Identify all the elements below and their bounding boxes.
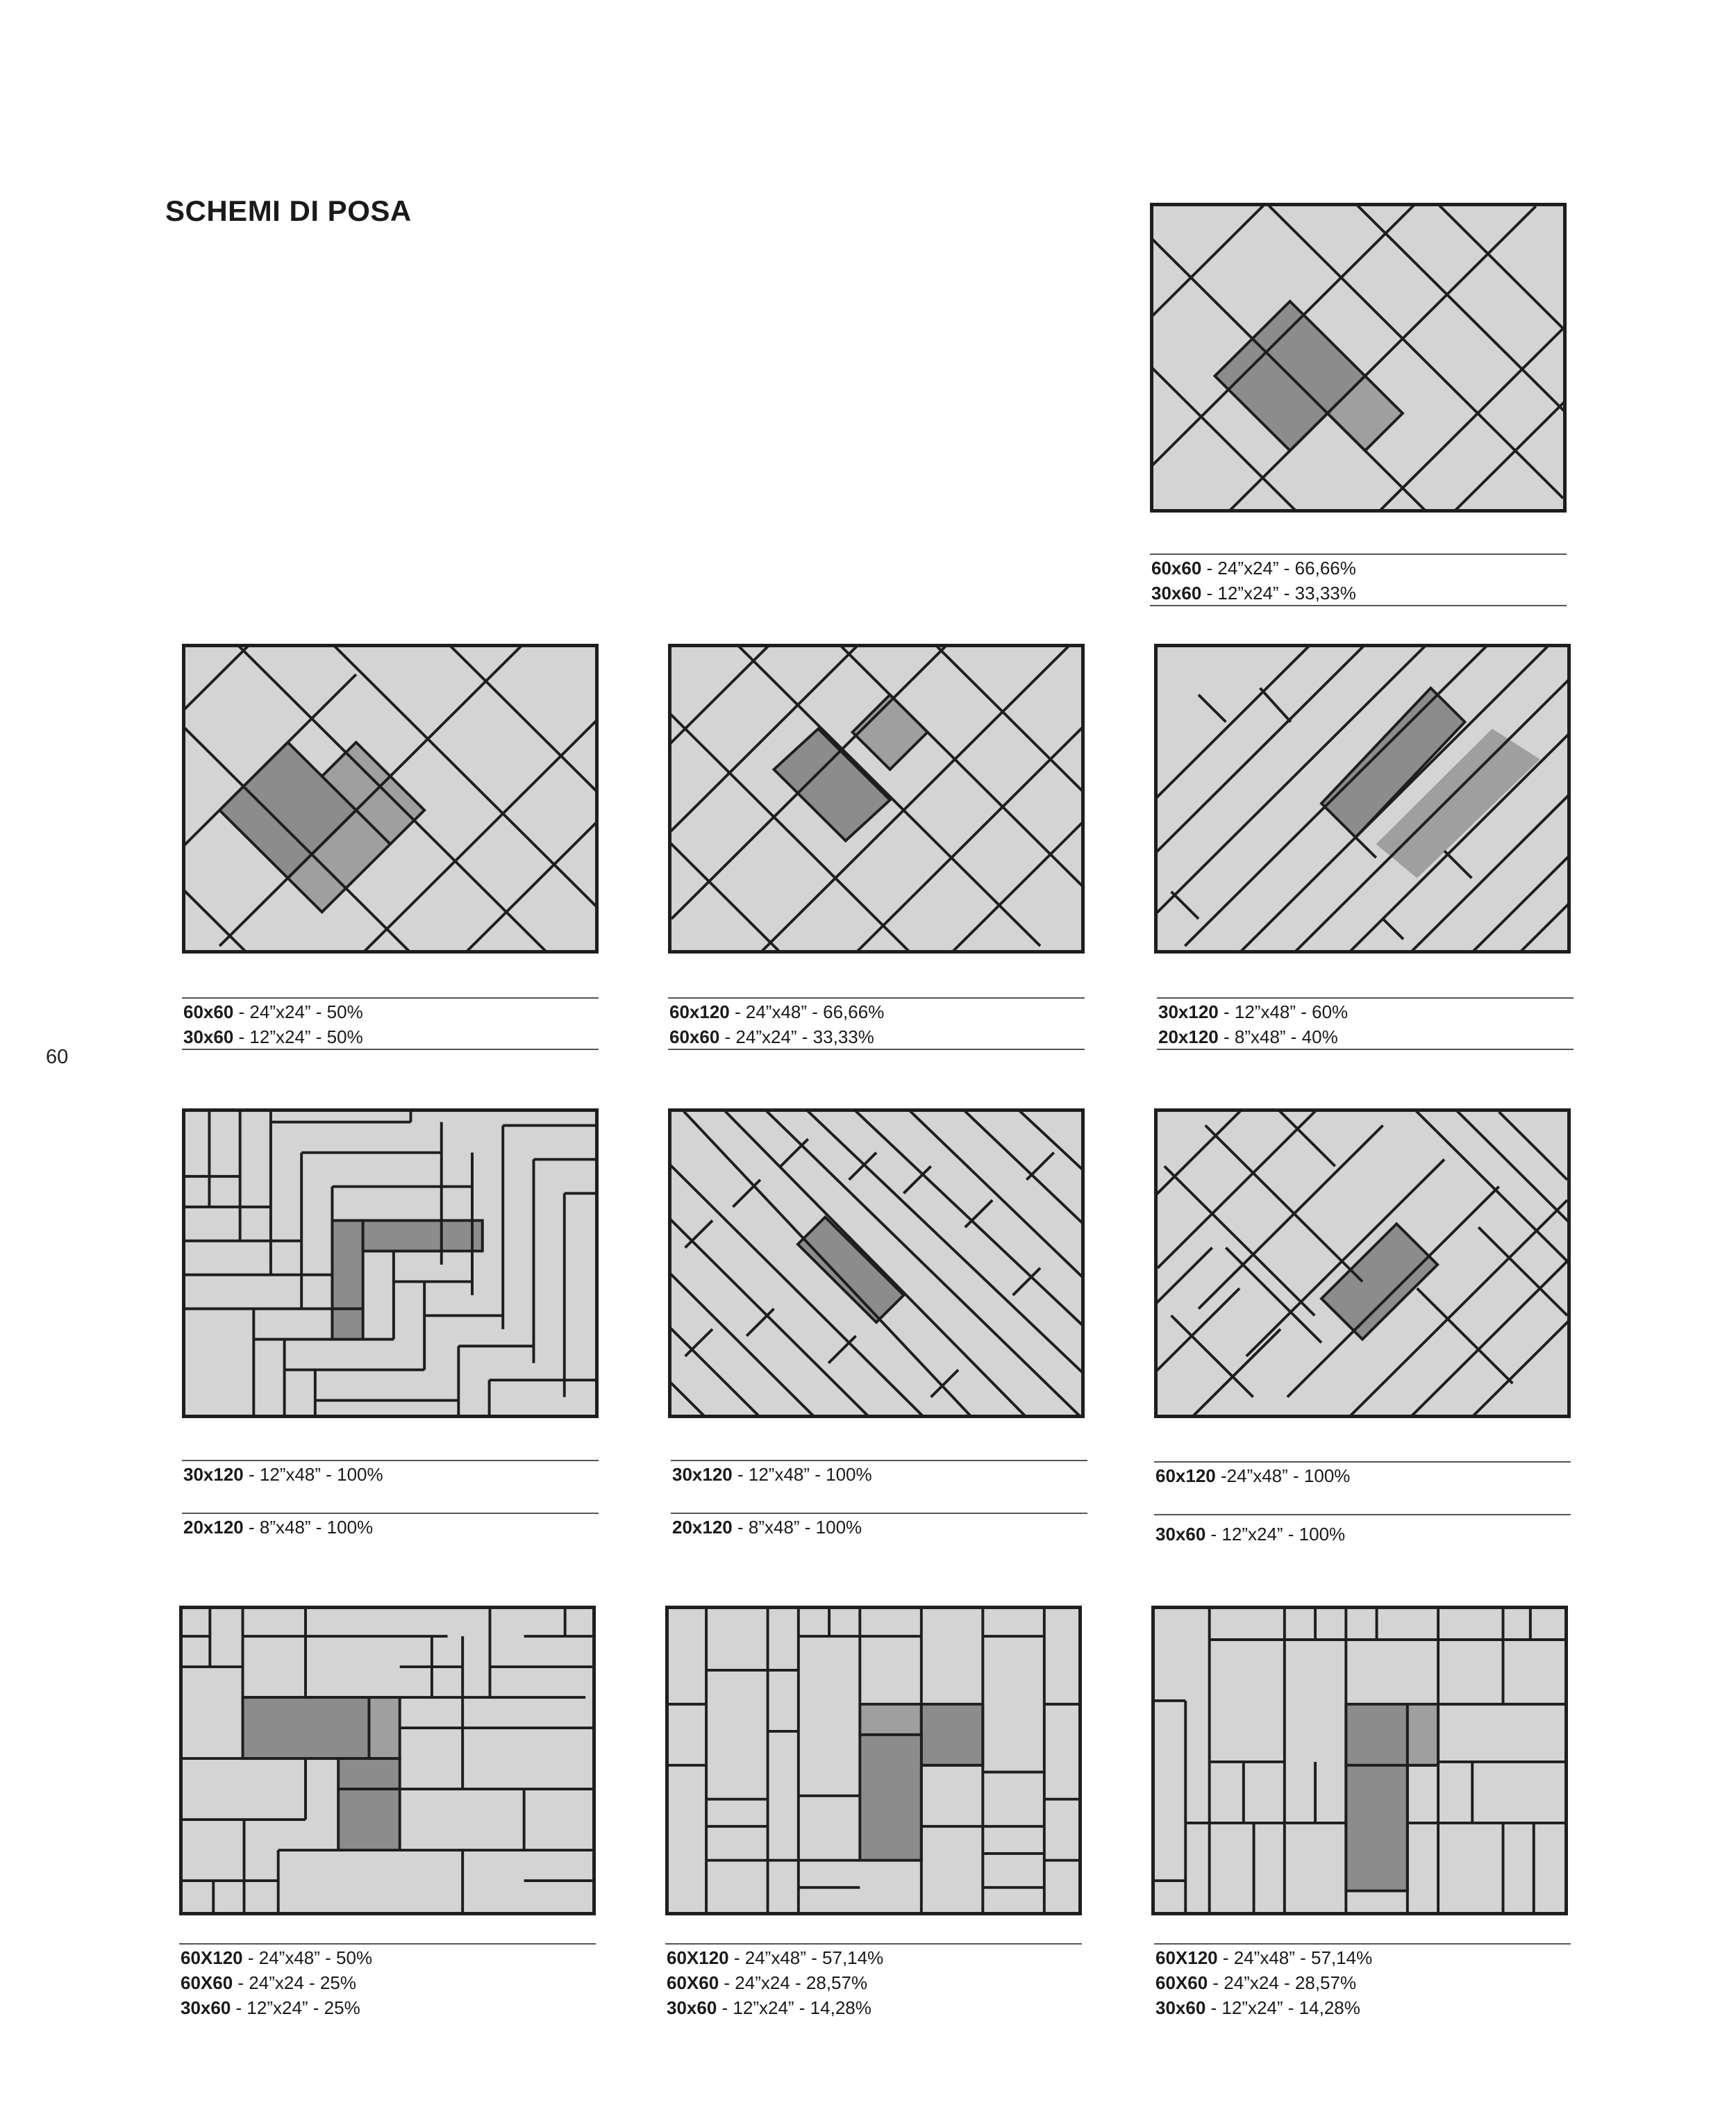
tile-size-code: 30x60 [1151,583,1202,604]
tile-size-code: 30x60 [183,1026,234,1047]
scheme-caption [665,1943,1082,2020]
scheme-caption [1150,554,1567,606]
caption-line [1151,581,1567,605]
caption-rule [182,1049,599,1050]
caption-rule [182,997,599,999]
tile-size-detail: - 12”x48” - 60% [1218,1001,1349,1022]
tile-size-detail: -24”x48” - 100% [1215,1465,1351,1486]
caption-rule [1154,1943,1571,1945]
caption-rule [1154,1461,1571,1463]
tile-size-detail: - 24”x24 - 28,57% [1208,1972,1357,1993]
tile-size-detail: - 24”x24” - 50% [233,1001,363,1022]
caption-rule [1154,1514,1571,1515]
caption-line [1155,1996,1571,2020]
tile-size-detail: - 12”x24” - 50% [233,1026,363,1047]
scheme-diagram-diagonal-offset-planks [668,1108,1085,1418]
tile-size-code: 30x120 [183,1464,244,1485]
tile-size-code: 30x60 [1155,1997,1206,2018]
tile-size-detail: - 24”x24 - 28,57% [719,1972,868,1993]
tile-size-code: 30x60 [1155,1524,1206,1545]
tile-size-code: 20x120 [672,1517,733,1538]
tile-size-code: 60X60 [1155,1972,1208,1993]
tile-size-detail: - 24”x48” - 57,14% [1217,1947,1373,1968]
tile-size-code: 60X120 [181,1947,243,1968]
tile-size-code: 60x120 [1155,1465,1216,1486]
tile-size-code: 60X60 [181,1972,233,1993]
scheme-diagram-herringbone [182,1108,599,1418]
tile-size-code: 30x120 [1158,1001,1219,1022]
caption-line [667,1946,1082,1970]
tile-size-code: 60x60 [669,1026,720,1047]
scheme-caption [1154,1943,1571,2020]
scheme-diagram-modular-mix-b [665,1606,1082,1915]
caption-rule [1157,997,1574,999]
page-number: 60 [46,1046,69,1068]
tile-size-code: 60X60 [667,1972,719,1993]
tile-size-detail: - 8”x48” - 40% [1218,1026,1338,1047]
scheme-caption [1154,1461,1571,1546]
caption-line [1155,1971,1571,1995]
tile-size-detail: - 12”x24” - 14,28% [1205,1997,1360,2018]
caption-rule [182,1460,599,1461]
caption-rule [671,1513,1087,1514]
page-title: SCHEMI DI POSA [165,194,412,227]
tile-size-detail: - 8”x48” - 100% [243,1517,374,1538]
scheme-diagram-diagonal-square-rectangle [1150,203,1567,513]
caption-rule [179,1943,596,1945]
caption-rule [665,1943,1082,1945]
caption-line [669,1025,1085,1049]
tile-size-detail: - 8”x48” - 100% [732,1517,862,1538]
scheme-diagram-diagonal-planks [1154,644,1571,954]
scheme-caption [182,997,599,1050]
caption-line [667,1996,1082,2020]
tile-size-detail: - 12”x48” - 100% [732,1464,872,1485]
tile-size-code: 60X120 [667,1947,729,1968]
tile-size-detail: - 24”x24 - 25% [233,1972,356,1993]
caption-line [181,1996,596,2020]
caption-line [1151,556,1567,580]
caption-line [1155,1464,1571,1488]
scheme-diagram-modular-mix-a [179,1606,596,1915]
tile-size-code: 30x120 [672,1464,733,1485]
caption-line [672,1463,1087,1486]
tile-size-code: 20x120 [1158,1026,1219,1047]
caption-rule [1150,605,1567,606]
caption-line [181,1971,596,1995]
caption-line [672,1515,1087,1539]
caption-line [1158,1000,1574,1024]
caption-line [669,1000,1085,1024]
caption-rule [668,997,1085,999]
caption-line [667,1971,1082,1995]
tile-size-code: 60X120 [1155,1947,1218,1968]
tile-size-detail: - 12”x24” - 25% [231,1997,360,2018]
caption-rule [668,1049,1085,1050]
caption-line [1158,1025,1574,1049]
caption-rule [671,1460,1087,1461]
tile-size-code: 30x60 [181,1997,231,2018]
caption-line [183,1000,599,1024]
caption-rule [1150,554,1567,555]
scheme-diagram-modular-mix-c [1151,1606,1568,1915]
tile-size-detail: - 12”x24” - 33,33% [1201,583,1356,604]
tile-size-code: 20x120 [183,1517,244,1538]
tile-size-code: 60x60 [183,1001,234,1022]
tile-size-detail: - 12”x24” - 100% [1205,1524,1346,1545]
tile-size-detail: - 12”x48” - 100% [243,1464,383,1485]
tile-size-code: 60x120 [669,1001,730,1022]
caption-rule [182,1513,599,1514]
scheme-caption [671,1460,1087,1539]
caption-line [1155,1946,1571,1970]
scheme-diagram-diagonal-herringbone [1154,1108,1571,1418]
scheme-caption [1157,997,1574,1050]
caption-line [1155,1522,1571,1546]
caption-line [183,1463,599,1486]
scheme-diagram-diagonal-square-rectangle-5050 [182,644,599,954]
tile-size-detail: - 12”x24” - 14,28% [717,1997,871,2018]
tile-size-detail: - 24”x24” - 33,33% [719,1026,874,1047]
caption-line [183,1025,599,1049]
scheme-caption [179,1943,596,2020]
tile-size-detail: - 24”x48” - 50% [242,1947,373,1968]
scheme-caption [182,1460,599,1539]
tile-size-detail: - 24”x48” - 66,66% [729,1001,885,1022]
caption-line [181,1946,596,1970]
caption-line [183,1515,599,1539]
tile-size-code: 60x60 [1151,558,1202,579]
scheme-diagram-diagonal-large-rectangle-square [668,644,1085,954]
tile-size-detail: - 24”x24” - 66,66% [1201,558,1356,579]
scheme-caption [668,997,1085,1050]
caption-rule [1157,1049,1574,1050]
tile-size-code: 30x60 [667,1997,717,2018]
tile-size-detail: - 24”x48” - 57,14% [728,1947,884,1968]
